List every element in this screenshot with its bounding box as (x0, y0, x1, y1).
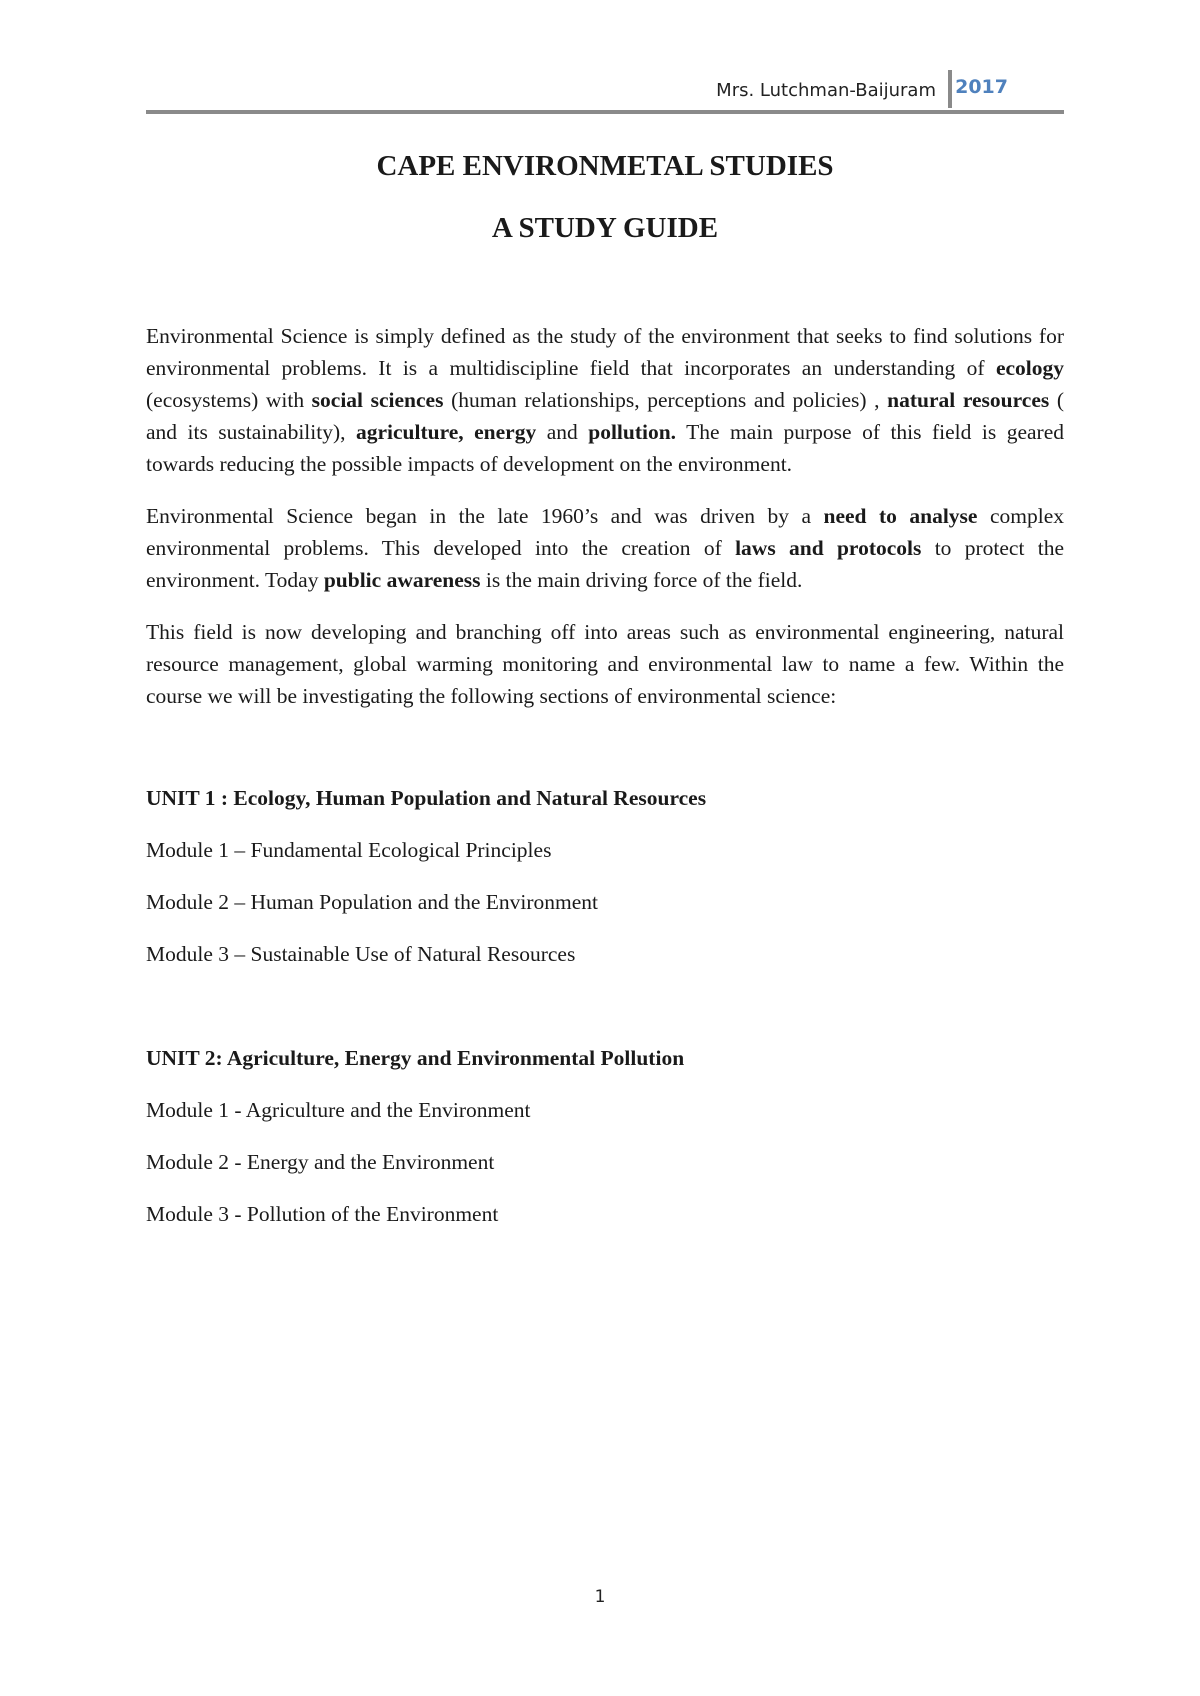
page-number: 1 (594, 1587, 606, 1607)
intro-paragraph (146, 320, 1064, 480)
bold-term-pollution: pollution. (588, 420, 677, 444)
module-item: Module 1 – Fundamental Ecological Principles (146, 838, 552, 862)
text-run: Environmental Science began in the late 1960’s and was driven by a (146, 504, 824, 528)
bold-term-agriculture-energy: agriculture, energy (355, 420, 537, 444)
bold-term-natural-resources: natural resources (887, 388, 1050, 412)
text-run: to protect the environment. Today (146, 536, 1064, 592)
module-item: Module 3 - Pollution of the Environment (146, 1202, 499, 1226)
bold-term-social-sciences: social sciences (311, 388, 444, 412)
text-run: Environmental Science is simply defined as the study of the environment that seeks to find solutions for environmental problems. It is a multidiscipline field that incorporates an understanding of (146, 324, 1064, 380)
unit-heading: UNIT 1 : Ecology, Human Population and Natural Resources (146, 786, 707, 810)
text-run: The main purpose of this field is geared towards reducing the possible impacts of development on the environment. (146, 420, 1064, 476)
text-run: (human relationships, perceptions and policies) , (443, 388, 888, 412)
document-title: CAPE ENVIRONMETAL STUDIES (376, 150, 834, 182)
module-item: Module 3 – Sustainable Use of Natural Resources (146, 942, 576, 966)
scope-paragraph: This field is now developing and branching off into areas such as environmental engineering, natural resource management, global warming monitoring and environmental law to name a few. Within the course we will be investigating the following sections of environmental science: (146, 620, 1064, 708)
header-rule (146, 110, 1064, 114)
module-item: Module 2 – Human Population and the Environment (146, 890, 599, 914)
text-run: is the main driving force of the field. (480, 568, 803, 592)
unit-heading: UNIT 2: Agriculture, Energy and Environmental Pollution (146, 1046, 685, 1070)
document-subtitle: A STUDY GUIDE (491, 212, 719, 244)
module-item: Module 1 - Agriculture and the Environment (146, 1098, 531, 1122)
bold-term-ecology: ecology (995, 356, 1064, 380)
text-run: (ecosystems) with (146, 388, 312, 412)
document-body (146, 146, 1064, 1230)
bold-term-need-to-analyse: need to analyse (823, 504, 978, 528)
bold-term-laws-and-protocols: laws and protocols (735, 536, 922, 560)
module-item: Module 2 - Energy and the Environment (146, 1150, 495, 1174)
header-author: Mrs. Lutchman-Baijuram (716, 80, 936, 101)
history-paragraph (146, 500, 1064, 596)
bold-term-public-awareness: public awareness (323, 568, 481, 592)
text-run: and (536, 420, 589, 444)
text-run: ( and its sustainability), (146, 388, 1064, 444)
header-separator (948, 70, 952, 108)
page-header (146, 66, 1064, 114)
header-year: 2017 (955, 76, 1008, 98)
text-run: complex environmental problems. This developed into the creation of (146, 504, 1064, 560)
